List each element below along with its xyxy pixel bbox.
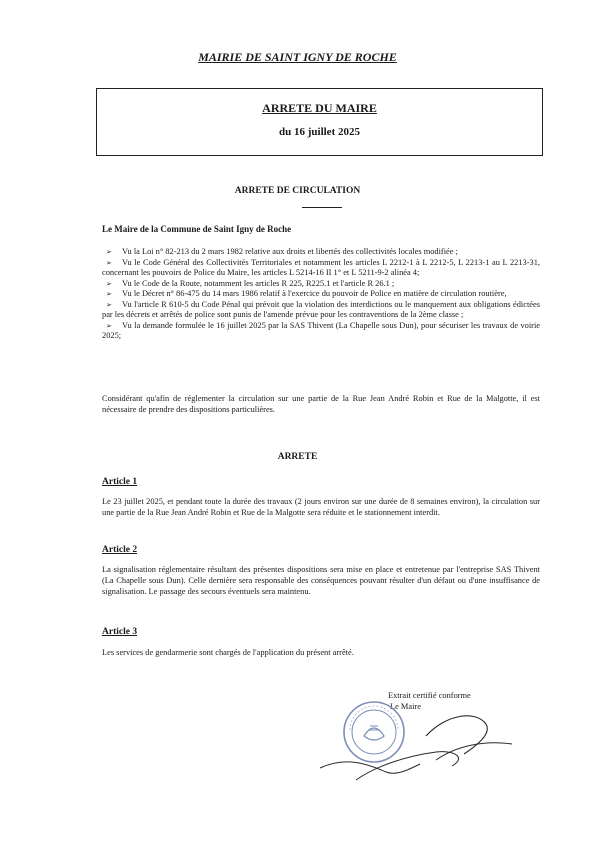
list-item: ➢ Vu l'article R 610-5 du Code Pénal qui prévoit que la violation des interdictions ou le manquement aux obligations édictées par les décrets et arrêtés de police sont punis de l'amende prévue pour les contraventions de la 2ème classe ; xyxy=(102,300,540,320)
vu-list xyxy=(102,247,540,342)
list-item: ➢ Vu le Code de la Route, notamment les articles R 225, R225.1 et l'article R 26.1 ; xyxy=(102,279,540,289)
title-underline-rule xyxy=(302,207,342,208)
arrete-heading: ARRETE xyxy=(277,452,318,462)
arrow-bullet-icon: ➢ xyxy=(106,248,112,256)
handwritten-signature xyxy=(316,706,516,786)
intro-line: Le Maire de la Commune de Saint Igny de Roche xyxy=(102,224,292,234)
list-item: ➢ Vu le Décret n° 86-475 du 14 mars 1986 relatif à l'exercice du pouvoir de Police en matière de circulation routière, xyxy=(102,289,540,299)
document-date: du 16 juillet 2025 xyxy=(279,126,360,138)
arrow-bullet-icon: ➢ xyxy=(106,301,112,310)
list-item: ➢ Vu le Code Général des Collectivités Territoriales et notamment les articles L 2212-1 à L 2212-5, L 2213-1 au L 2213-31, concernant les pouvoirs de Police du Maire, les articles L 5214-16 II 1° et L 5211-9-2 alinéa 4; xyxy=(102,257,540,277)
section-title: ARRETE DE CIRCULATION xyxy=(234,186,361,196)
list-item: ➢ Vu la demande formulée le 16 juillet 2025 par la SAS Thivent (La Chapelle sous Dun), pour sécuriser les travaux de voirie 2025; xyxy=(102,320,540,341)
arrow-bullet-icon: ➢ xyxy=(106,290,112,299)
article-2-text: La signalisation réglementaire résultant des présentes dispositions sera mise en place et entretenue par l'entreprise SAS Thivent (La Chapelle sous Dun). Celle dernière sera responsable des conséquences pouvant résulter d'un défaut ou d'une insuffisance de signalisation. Le passage des secours éventuels sera maintenu. xyxy=(102,565,540,596)
arrow-bullet-icon: ➢ xyxy=(106,279,112,288)
article-1-text: Le 23 juillet 2025, et pendant toute la durée des travaux (2 jours environ sur une durée de 8 semaines environ), la circulation sur une partie de la Rue Jean André Robin et Rue de la Malgotte sera réduite et le stationnement interdit. xyxy=(102,497,540,517)
list-item: ➢ Vu la Loi n° 82-213 du 2 mars 1982 relative aux droits et libertés des collectivités locales modifiée ; xyxy=(102,247,540,257)
certification-line: Extrait certifié conforme xyxy=(388,691,471,700)
article-3-heading: Article 3 xyxy=(102,627,138,637)
mayor-label: Le Maire xyxy=(390,702,421,711)
article-1-heading: Article 1 xyxy=(102,477,138,487)
considerant-paragraph: Considérant qu'afin de réglementer la circulation sur une partie de la Rue Jean André Robin et Rue de la Malgotte, il est nécessaire de prendre des dispositions particulières. xyxy=(102,394,540,414)
title-box xyxy=(96,88,543,156)
arrow-bullet-icon: ➢ xyxy=(106,258,112,267)
mairie-header: MAIRIE DE SAINT IGNY DE ROCHE xyxy=(198,50,397,64)
article-2-heading: Article 2 xyxy=(102,545,138,555)
document-title: ARRETE DU MAIRE xyxy=(262,101,377,115)
arrow-bullet-icon: ➢ xyxy=(106,321,112,330)
article-3-text: Les services de gendarmerie sont chargés de l'application du présent arrêté. xyxy=(102,648,354,657)
